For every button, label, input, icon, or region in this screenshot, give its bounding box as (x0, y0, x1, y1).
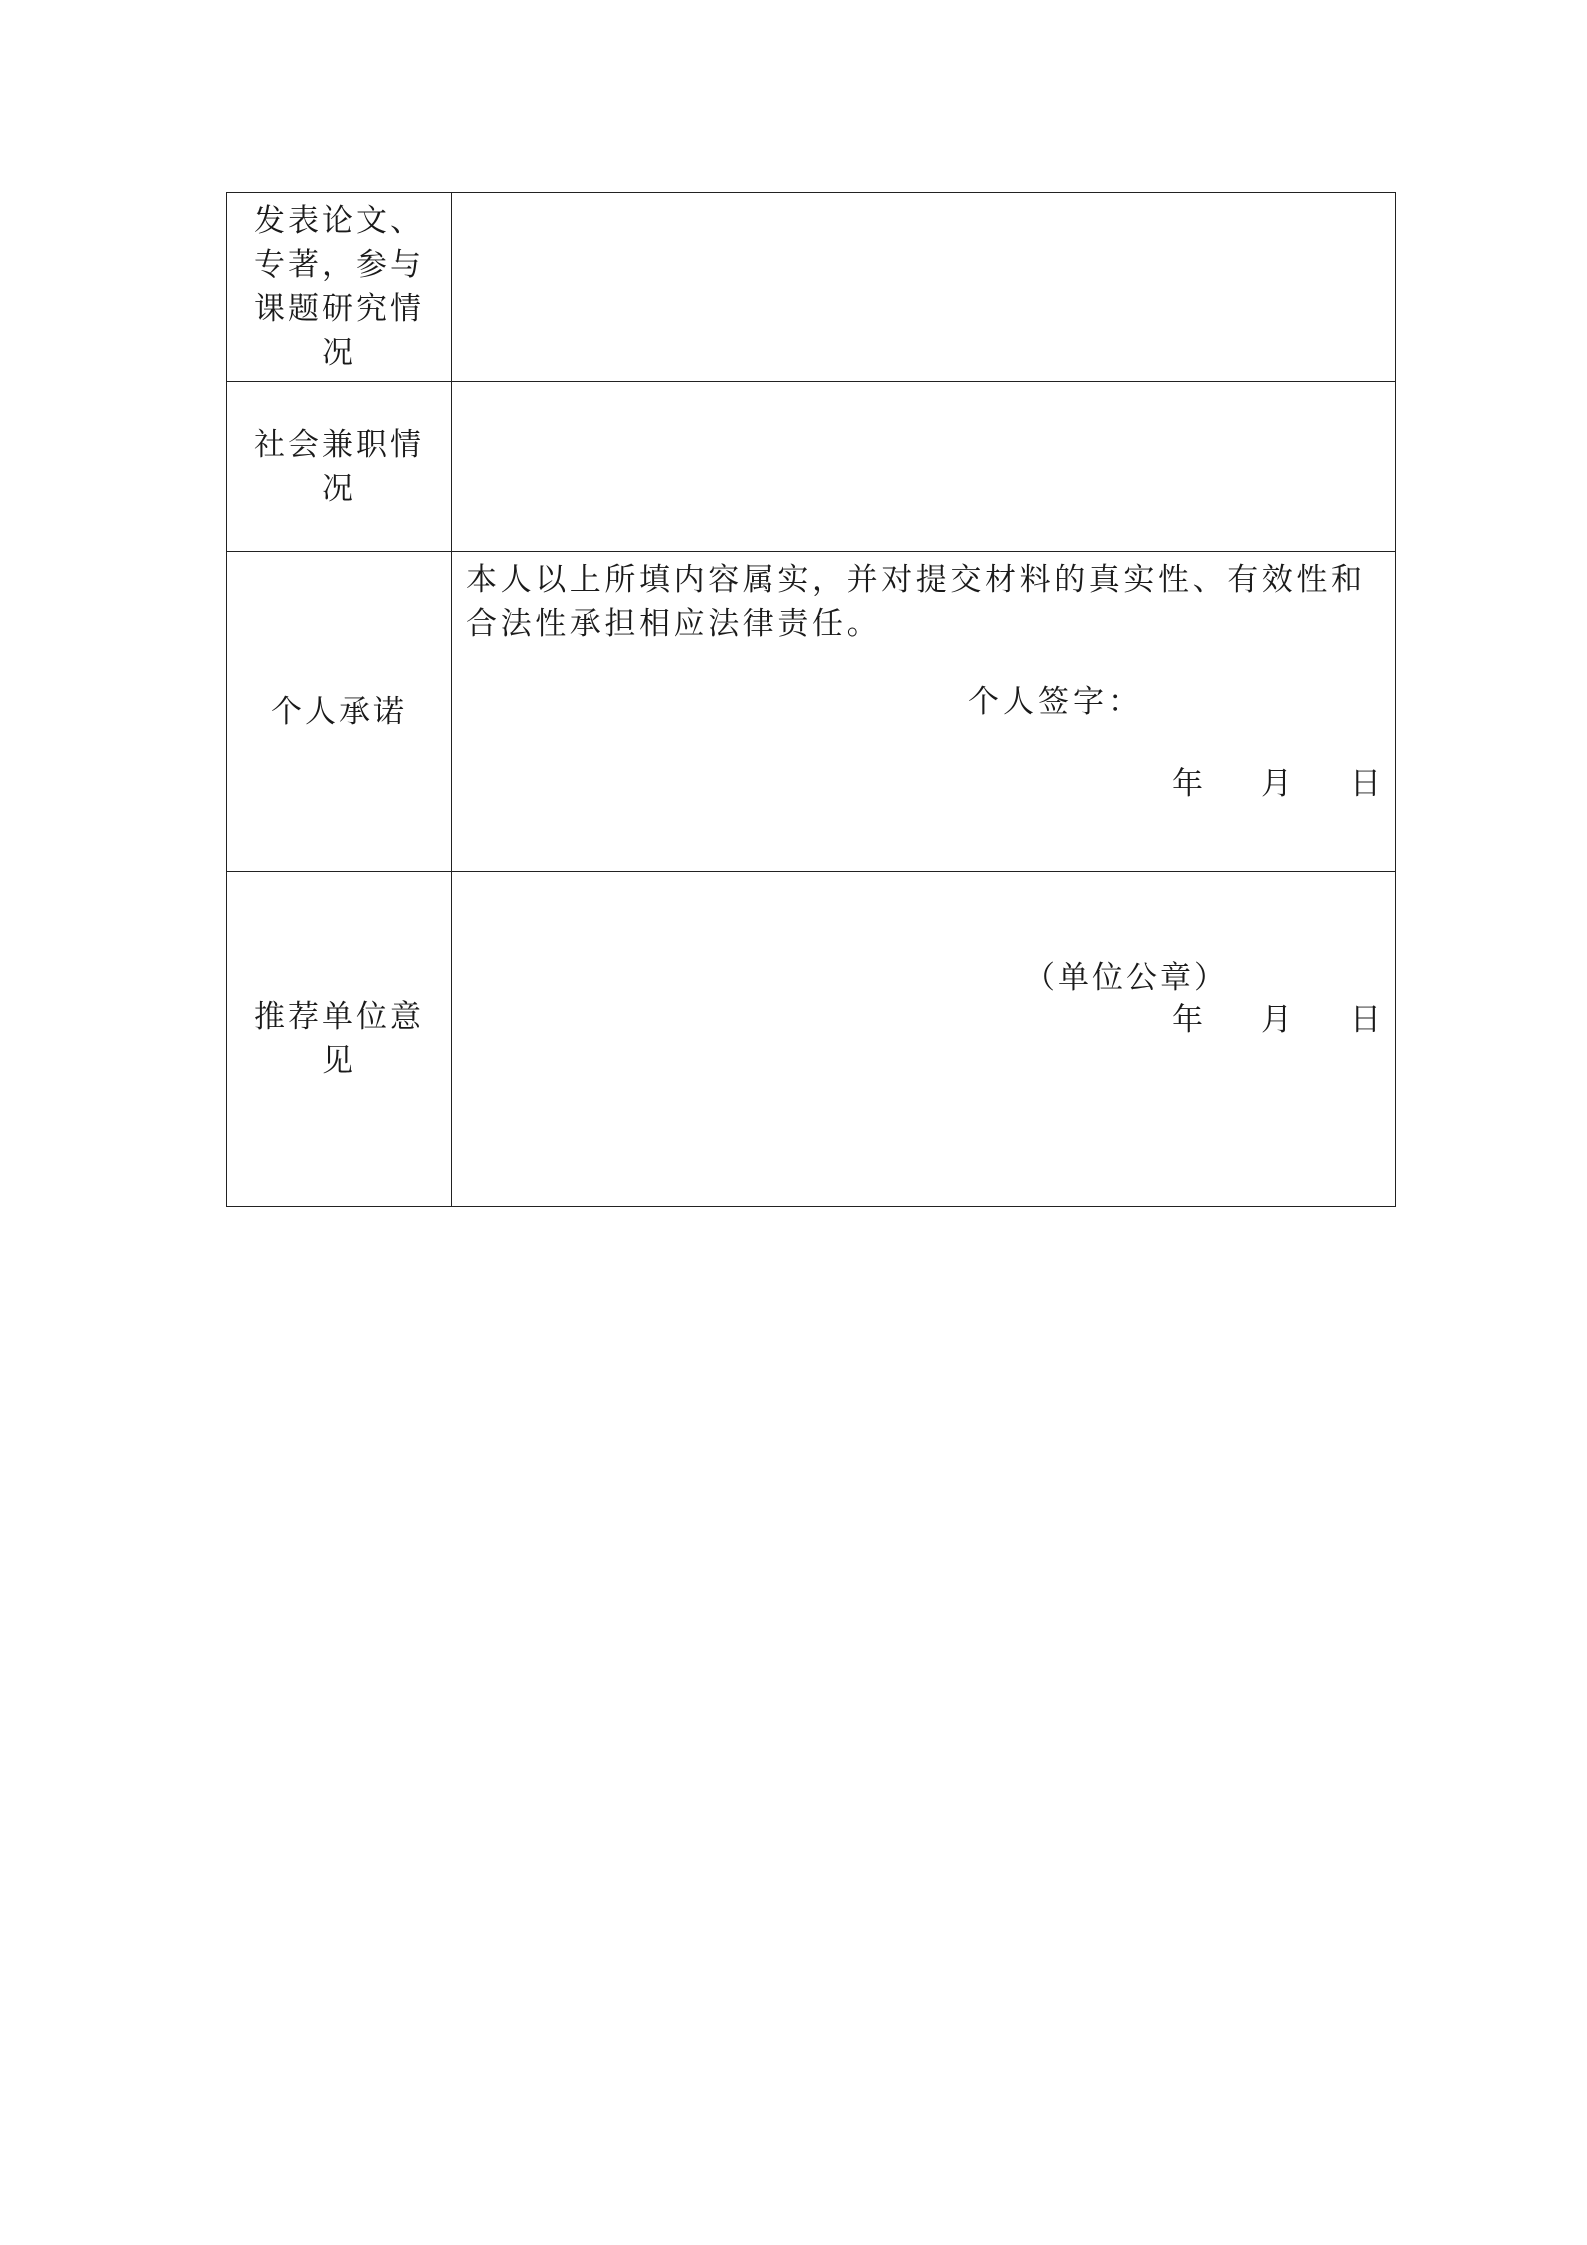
recommending-unit-opinion-label: 推荐单位意见 (254, 999, 424, 1079)
recommending-unit-opinion-cell (452, 872, 1396, 1207)
table-row (227, 552, 1396, 872)
social-positions-field[interactable] (452, 382, 1396, 552)
table-row (227, 382, 1396, 552)
promise-statement: 本人以上所填内容属实，并对提交材料的真实性、有效性和合法性承担相应法律责任。 (466, 562, 1366, 642)
papers-research-field[interactable] (452, 193, 1396, 382)
table-row (227, 193, 1396, 382)
personal-promise-cell (452, 552, 1396, 872)
table-row (227, 872, 1396, 1207)
day-label: 日 (1350, 766, 1381, 802)
month-label: 月 (1261, 766, 1292, 802)
social-positions-label: 社会兼职情况 (254, 426, 424, 507)
opinion-date-line (1172, 998, 1381, 1042)
month-label: 月 (1261, 1002, 1292, 1038)
row-label-cell (227, 552, 452, 872)
row-label-cell (227, 382, 452, 552)
day-label: 日 (1350, 1002, 1381, 1038)
unit-seal-label: （单位公章） (1024, 960, 1228, 996)
promise-date-line (1172, 762, 1381, 806)
signature-label: 个人签字： (968, 684, 1143, 720)
personal-promise-label: 个人承诺 (271, 693, 407, 730)
papers-research-label: 发表论文、专著，参与课题研究情况 (254, 203, 424, 371)
application-form-table (226, 192, 1396, 1207)
row-label-cell (227, 872, 452, 1207)
year-label: 年 (1172, 766, 1203, 802)
year-label: 年 (1172, 1002, 1203, 1038)
row-label-cell (227, 193, 452, 382)
